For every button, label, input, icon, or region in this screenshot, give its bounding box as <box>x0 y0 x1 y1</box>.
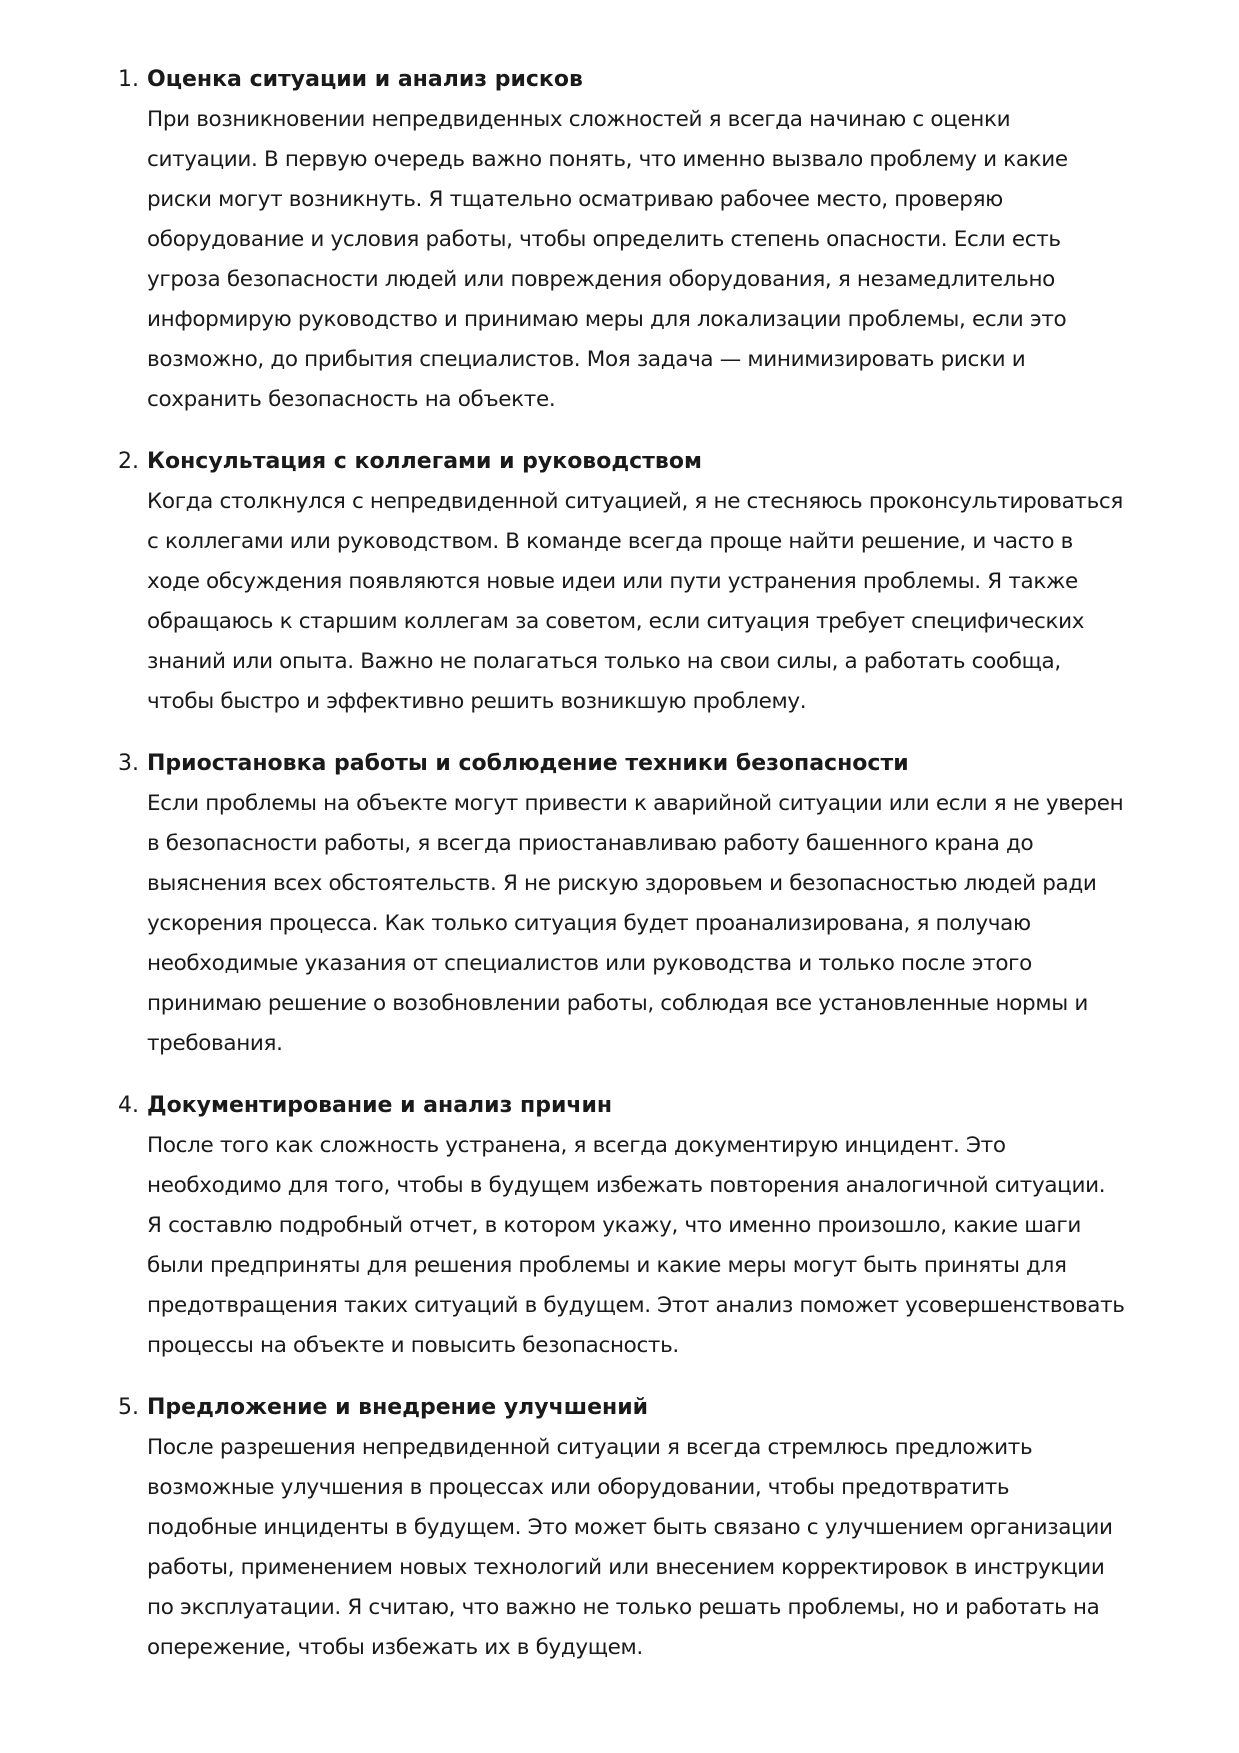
list-item <box>118 442 1178 722</box>
numbered-list <box>118 60 1178 1690</box>
text-line: Когда столкнулся с непредвиденной ситуацией, я не стесняюсь проконсультироваться <box>147 489 1123 514</box>
text-line: принимаю решение о возобновлении работы, соблюдая все установленные нормы и <box>147 991 1088 1016</box>
text-line: угроза безопасности людей или повреждения оборудования, я незамедлительно <box>147 267 1055 292</box>
text-line: обращаюсь к старшим коллегам за советом, если ситуация требует специфических <box>147 609 1085 634</box>
text-line: оборудование и условия работы, чтобы определить степень опасности. Если есть <box>147 227 1061 252</box>
item-title: Оценка ситуации и анализ рисков <box>147 67 583 92</box>
text-line: ходе обсуждения появляются новые идеи или пути устранения проблемы. Я также <box>147 569 1078 594</box>
item-number: 4. <box>118 1093 139 1118</box>
text-line: необходимые указания от специалистов или руководства и только после этого <box>147 951 1032 976</box>
text-line: информирую руководство и принимаю меры для локализации проблемы, если это <box>147 307 1067 332</box>
text-line: После того как сложность устранена, я всегда документирую инцидент. Это <box>147 1133 1006 1158</box>
item-number: 3. <box>118 751 139 776</box>
text-line: подобные инциденты в будущем. Это может быть связано с улучшением организации <box>147 1515 1113 1540</box>
text-line: Я составлю подробный отчет, в котором укажу, что именно произошло, какие шаги <box>147 1213 1081 1238</box>
text-line: сохранить безопасность на объекте. <box>147 387 556 412</box>
text-line: риски могут возникнуть. Я тщательно осматриваю рабочее место, проверяю <box>147 187 1003 212</box>
text-line: работы, применением новых технологий или внесением корректировок в инструкции <box>147 1555 1105 1580</box>
text-line: ситуации. В первую очередь важно понять, что именно вызвало проблему и какие <box>147 147 1068 172</box>
text-line: возможные улучшения в процессах или оборудовании, чтобы предотвратить <box>147 1475 1010 1500</box>
text-line: предотвращения таких ситуаций в будущем. Этот анализ поможет усовершенствовать <box>147 1293 1125 1318</box>
item-title: Документирование и анализ причин <box>147 1093 613 1118</box>
text-line: знаний или опыта. Важно не полагаться только на свои силы, а работать сообща, <box>147 649 1061 674</box>
item-number: 1. <box>118 67 139 92</box>
text-line: были предприняты для решения проблемы и какие меры могут быть приняты для <box>147 1253 1067 1278</box>
text-line: процессы на объекте и повысить безопасность. <box>147 1333 679 1358</box>
item-title: Предложение и внедрение улучшений <box>147 1395 649 1420</box>
text-line: опережение, чтобы избежать их в будущем. <box>147 1635 643 1660</box>
text-line: чтобы быстро и эффективно решить возникшую проблему. <box>147 689 807 714</box>
text-line: Если проблемы на объекте могут привести к аварийной ситуации или если я не уверен <box>147 791 1124 816</box>
text-line: с коллегами или руководством. В команде всегда проще найти решение, и часто в <box>147 529 1073 554</box>
item-number: 5. <box>118 1395 139 1420</box>
text-line: требования. <box>147 1031 283 1056</box>
item-title: Приостановка работы и соблюдение техники безопасности <box>147 751 909 776</box>
item-title: Консультация с коллегами и руководством <box>147 449 702 474</box>
text-line: После разрешения непредвиденной ситуации я всегда стремлюсь предложить <box>147 1435 1033 1460</box>
text-line: по эксплуатации. Я считаю, что важно не только решать проблемы, но и работать на <box>147 1595 1100 1620</box>
list-item <box>118 1086 1178 1366</box>
text-line: в безопасности работы, я всегда приостанавливаю работу башенного крана до <box>147 831 1034 856</box>
text-line: При возникновении непредвиденных сложностей я всегда начинаю с оценки <box>147 107 1011 132</box>
list-item <box>118 60 1178 420</box>
text-line: возможно, до прибытия специалистов. Моя задача — минимизировать риски и <box>147 347 1026 372</box>
list-item <box>118 744 1178 1064</box>
item-number: 2. <box>118 449 139 474</box>
text-line: необходимо для того, чтобы в будущем избежать повторения аналогичной ситуации. <box>147 1173 1106 1198</box>
text-line: выяснения всех обстоятельств. Я не рискую здоровьем и безопасностью людей ради <box>147 871 1097 896</box>
text-line: ускорения процесса. Как только ситуация будет проанализирована, я получаю <box>147 911 1031 936</box>
list-item <box>118 1388 1178 1668</box>
